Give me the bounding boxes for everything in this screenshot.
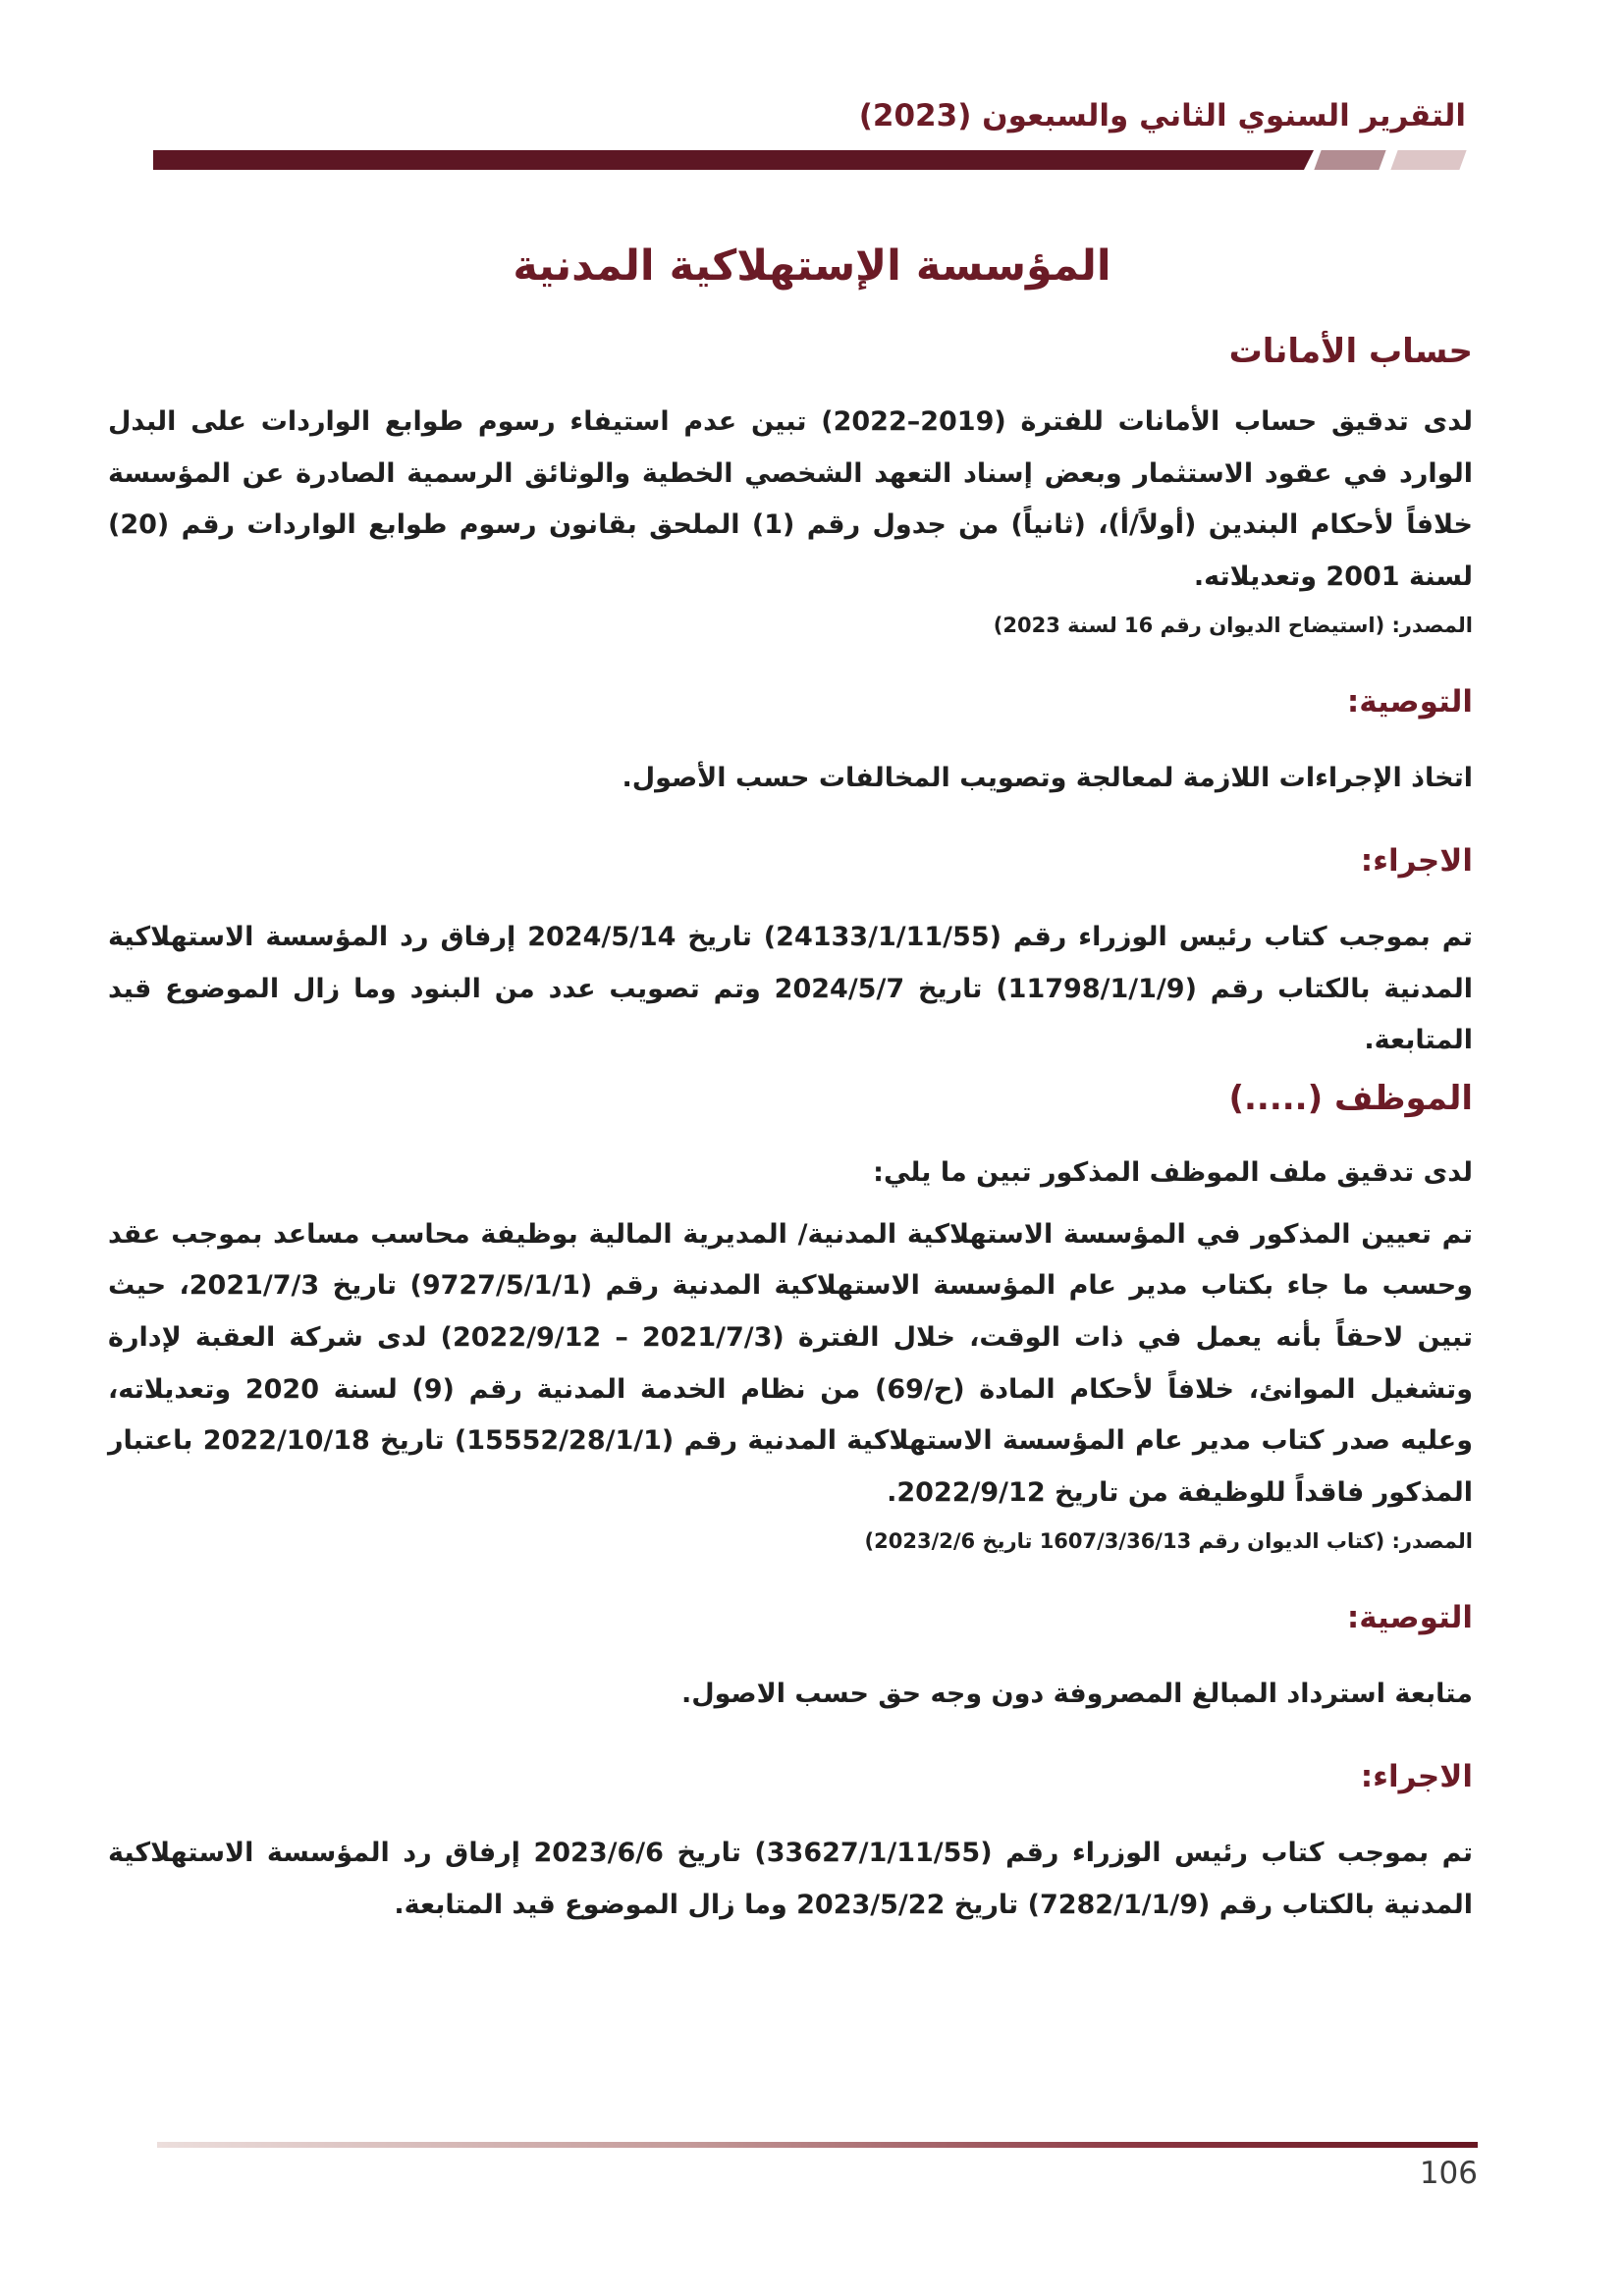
header-bar-mid-segment (1314, 150, 1385, 170)
paragraph-trust-account: لدى تدقيق حساب الأمانات للفترة (2019–2022) تبين عدم استيفاء رسوم طوابع الواردات على البدل الوارد في عقود الاستثمار وبعض إسناد التعهد الشخصي الخطية والوثائق الرسمية الصادرة عن المؤسسة خلافاً لأحكام البندين (أولاً/أ)، (ثانياً) من جدول رقم (1) الملحق بقانون رسوم طوابع الواردات رقم (20) لسنة 2001 وتعديلاته. (108, 406, 1473, 592)
recommendation-heading-1: التوصية: (1346, 683, 1473, 720)
employee-intro-line: لدى تدقيق ملف الموظف المذكور تبين ما يلي: (873, 1157, 1473, 1189)
footer-rule (157, 2142, 1478, 2148)
action-heading-2: الاجراء: (1360, 1759, 1473, 1795)
header-bar-light-segment (1390, 150, 1466, 170)
page-number: 106 (1419, 2156, 1478, 2191)
action-text-2: تم بموجب كتاب رئيس الوزراء رقم (33627/1/11/55) تاريخ 2023/6/6 إرفاق رد المؤسسة الاستهلاكية المدنية بالكتاب رقم (7282/1/1/9) تاريخ 2023/5/22 وما زال الموضوع قيد المتابعة. (108, 1838, 1473, 1920)
section-heading-trust-account: حساب الأمانات (1228, 332, 1473, 371)
recommendation-text-2: متابعة استرداد المبالغ المصروفة دون وجه حق حسب الاصول. (680, 1678, 1473, 1709)
recommendation-text-1: اتخاذ الإجراءات اللازمة لمعالجة وتصويب المخالفات حسب الأصول. (622, 762, 1473, 793)
main-content (108, 332, 1473, 1942)
action-heading-1: الاجراء: (1360, 843, 1473, 880)
action-text-1: تم بموجب كتاب رئيس الوزراء رقم (24133/1/11/55) تاريخ 2024/5/14 إرفاق رد المؤسسة الاستهلاكية المدنية بالكتاب رقم (11798/1/1/9) تاريخ 2024/5/7 وتم تصويب عدد من البنود وما زال الموضوع قيد المتابعة. (108, 922, 1474, 1056)
source-note-1: المصدر: (استيضاح الديوان رقم 16 لسنة 2023) (993, 613, 1473, 637)
section-heading-employee: الموظف (.....) (1228, 1079, 1473, 1119)
page-title: المؤسسة الإستهلاكية المدنية (513, 241, 1111, 291)
paragraph-employee: تم تعيين المذكور في المؤسسة الاستهلاكية المدنية/ المديرية المالية بوظيفة محاسب مساعد بموجب عقد وحسب ما جاء بكتاب مدير عام المؤسسة الاستهلاكية المدنية رقم (9727/5/1/1) تاريخ 2021/7/3، حيث تبين لاحقاً بأنه يعمل في ذات الوقت، خلال الفترة (2021/7/3 – 2022/9/12) لدى شركة العقبة لإدارة وتشغيل الموانئ، خلافاً لأحكام المادة (ح/69) من نظام الخدمة المدنية رقم (9) لسنة 2020 وتعديلاته، وعليه صدر كتاب مدير عام المؤسسة الاستهلاكية المدنية رقم (15552/28/1/1) تاريخ 2022/10/18 باعتبار المذكور فاقداً للوظيفة من تاريخ 2022/9/12. (108, 1218, 1473, 1508)
header-bar-dark-segment (153, 150, 1314, 170)
recommendation-heading-2: التوصية: (1346, 1599, 1473, 1635)
report-header-title: التقرير السنوي الثاني والسبعون (2023) (858, 98, 1466, 133)
source-note-2: المصدر: (كتاب الديوان رقم 1607/3/36/13 تاريخ 2023/2/6) (864, 1528, 1473, 1553)
